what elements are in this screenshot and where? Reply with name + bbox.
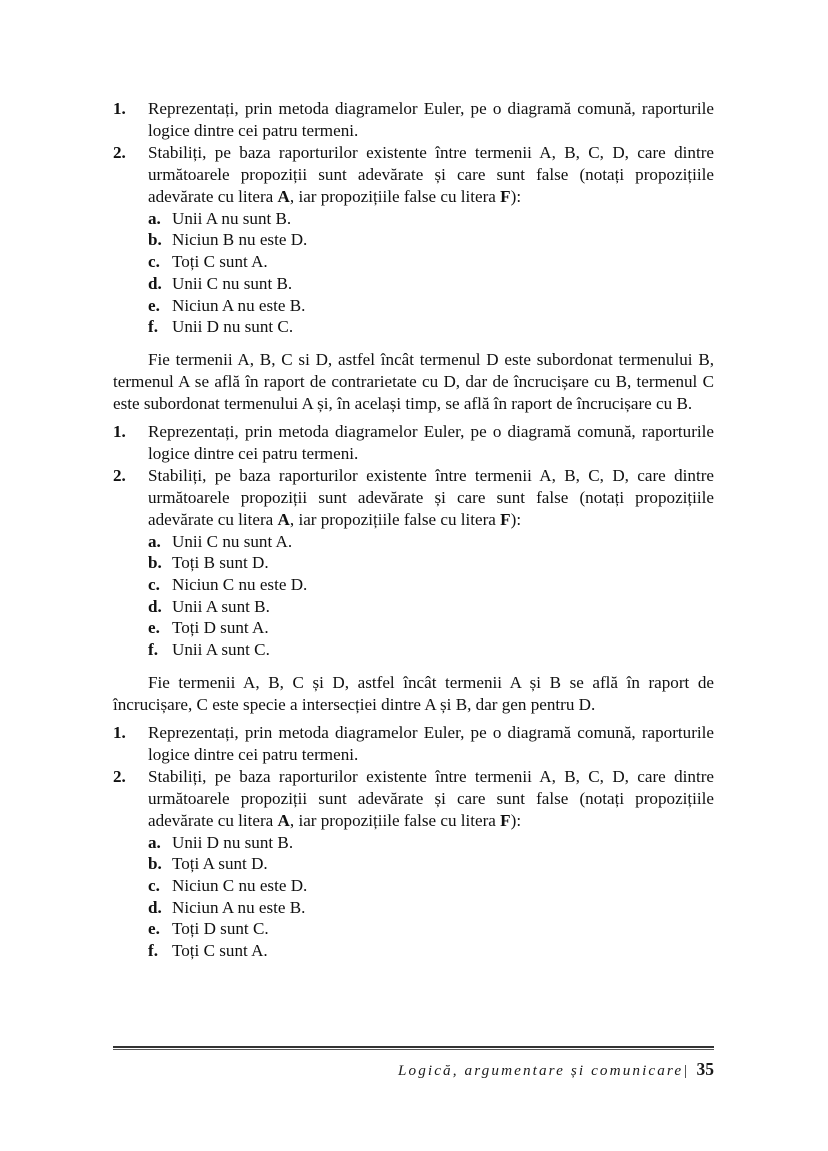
premise-paragraph: Fie termenii A, B, C si D, astfel încât termenul D este subordonat termenului B, termenul A se află în raport de contrarietate cu D, dar de încrucișare cu B, termenul C este subordonat termenului A și, în același timp, se află în raport de încrucișare cu B.: [113, 349, 714, 413]
proposition-item: [113, 229, 714, 251]
letter-a-bold: A: [277, 509, 290, 529]
exercise-text-part1: Stabiliți, pe baza raporturilor existente între termenii A, B, C, D, care dintre următoarele propoziții sunt adevărate și care sunt false (notați propozițiile adevărate cu litera: [148, 142, 714, 206]
proposition-text: Toți B sunt D.: [172, 553, 269, 573]
exercise-text: Reprezentați, prin metoda diagramelor Euler, pe o diagramă comună, raporturile logice dintre cei patru termeni.: [148, 421, 714, 463]
exercise-item: [113, 722, 714, 766]
list-marker: b.: [148, 854, 162, 874]
exercise-text-part1: Stabiliți, pe baza raporturilor existente între termenii A, B, C, D, care dintre următoarele propoziții sunt adevărate și care sunt false (notați propozițiile adevărate cu litera: [148, 465, 714, 529]
exercise-text: [148, 766, 714, 832]
proposition-item: [113, 897, 714, 919]
proposition-item: [113, 273, 714, 295]
list-marker: b.: [148, 553, 162, 573]
proposition-text: Toți C sunt A.: [172, 252, 268, 272]
proposition-item: [113, 617, 714, 639]
letter-f-bold: F: [500, 186, 511, 206]
proposition-item: [113, 596, 714, 618]
list-marker: 1.: [113, 421, 126, 441]
footer-text: [113, 1059, 714, 1080]
list-marker: d.: [148, 596, 162, 616]
proposition-text: Niciun C nu este D.: [172, 575, 308, 595]
proposition-text: Unii D nu sunt B.: [172, 832, 294, 852]
footer-book-title: Logică, argumentare și comunicare|: [397, 1062, 690, 1079]
exercise-text-part2: , iar propozițiile false cu litera: [289, 810, 501, 830]
proposition-item: [113, 316, 714, 338]
exercise-text-part3: ):: [510, 186, 522, 206]
list-marker: f.: [148, 941, 158, 961]
proposition-text: Unii D nu sunt C.: [172, 317, 294, 337]
exercise-item: [113, 142, 714, 208]
list-marker: c.: [148, 575, 160, 595]
exercise-item: [113, 766, 714, 832]
exercise-text: [148, 142, 714, 208]
exercise-item: [113, 465, 714, 531]
proposition-item: [113, 853, 714, 875]
list-marker: a.: [148, 208, 161, 228]
letter-a-bold: A: [277, 186, 290, 206]
exercise-text-part1: Stabiliți, pe baza raporturilor existente între termenii A, B, C, D, care dintre următoarele propoziții sunt adevărate și care sunt false (notați propozițiile adevărate cu litera: [148, 766, 714, 830]
proposition-text: Niciun B nu este D.: [172, 230, 308, 250]
proposition-text: Niciun C nu este D.: [172, 875, 308, 895]
list-marker: a.: [148, 832, 161, 852]
proposition-text: Niciun A nu este B.: [172, 295, 306, 315]
page-content: [113, 98, 714, 962]
exercise-text-part3: ):: [510, 810, 522, 830]
proposition-list-2: [113, 531, 714, 661]
list-marker: e.: [148, 919, 160, 939]
proposition-text: Unii C nu sunt B.: [172, 273, 293, 293]
proposition-item: [113, 832, 714, 854]
list-marker: 1.: [113, 99, 126, 118]
exercise-text-part2: , iar propozițiile false cu litera: [289, 509, 501, 529]
letter-f-bold: F: [500, 810, 511, 830]
proposition-text: Unii A nu sunt B.: [172, 208, 292, 228]
exercise-list-3: [113, 722, 714, 832]
proposition-item: [113, 531, 714, 553]
proposition-text: Toți D sunt A.: [172, 618, 269, 638]
proposition-item: [113, 639, 714, 661]
exercise-item: [113, 98, 714, 142]
premise-paragraph: Fie termenii A, B, C și D, astfel încât termenii A și B se află în raport de încrucișare, C este specie a intersecției dintre A și B, dar gen pentru D.: [113, 672, 714, 714]
exercise-text: Reprezentați, prin metoda diagramelor Euler, pe o diagramă comună, raporturile logice dintre cei patru termeni.: [148, 99, 714, 140]
proposition-item: [113, 208, 714, 230]
list-marker: d.: [148, 273, 162, 293]
list-marker: 1.: [113, 722, 126, 742]
letter-a-bold: A: [277, 810, 290, 830]
footer-rule-thin: [113, 1049, 714, 1050]
letter-f-bold: F: [500, 509, 511, 529]
proposition-item: [113, 295, 714, 317]
list-marker: d.: [148, 897, 162, 917]
exercise-text-part3: ):: [510, 509, 522, 529]
proposition-item: [113, 875, 714, 897]
proposition-list-1: [113, 208, 714, 338]
proposition-item: [113, 552, 714, 574]
exercise-text-part2: , iar propozițiile false cu litera: [289, 186, 501, 206]
proposition-list-3: [113, 832, 714, 962]
list-marker: 2.: [113, 142, 126, 162]
exercise-text: [148, 465, 714, 531]
proposition-item: [113, 940, 714, 962]
list-marker: c.: [148, 252, 160, 272]
proposition-text: Toți A sunt D.: [172, 854, 268, 874]
proposition-item: [113, 574, 714, 596]
proposition-text: Niciun A nu este B.: [172, 897, 306, 917]
proposition-text: Unii A sunt C.: [172, 640, 270, 660]
proposition-text: Unii A sunt B.: [172, 596, 270, 616]
proposition-text: Toți C sunt A.: [172, 941, 268, 961]
exercise-item: [113, 421, 714, 465]
list-marker: f.: [148, 640, 158, 660]
list-marker: a.: [148, 531, 161, 551]
list-marker: c.: [148, 875, 160, 895]
list-marker: 2.: [113, 465, 126, 485]
exercise-text: Reprezentați, prin metoda diagramelor Euler, pe o diagramă comună, raporturile logice dintre cei patru termeni.: [148, 722, 714, 764]
spacer: [113, 338, 714, 349]
page-footer: [113, 1046, 714, 1080]
proposition-item: [113, 251, 714, 273]
list-marker: 2.: [113, 766, 126, 786]
exercise-list-1: [113, 98, 714, 208]
list-marker: f.: [148, 317, 158, 337]
proposition-text: Unii C nu sunt A.: [172, 531, 293, 551]
exercise-list-2: [113, 421, 714, 531]
list-marker: e.: [148, 618, 160, 638]
list-marker: b.: [148, 230, 162, 250]
proposition-text: Toți D sunt C.: [172, 919, 269, 939]
list-marker: e.: [148, 295, 160, 315]
footer-page-number: 35: [696, 1059, 714, 1079]
proposition-item: [113, 918, 714, 940]
spacer: [113, 661, 714, 672]
